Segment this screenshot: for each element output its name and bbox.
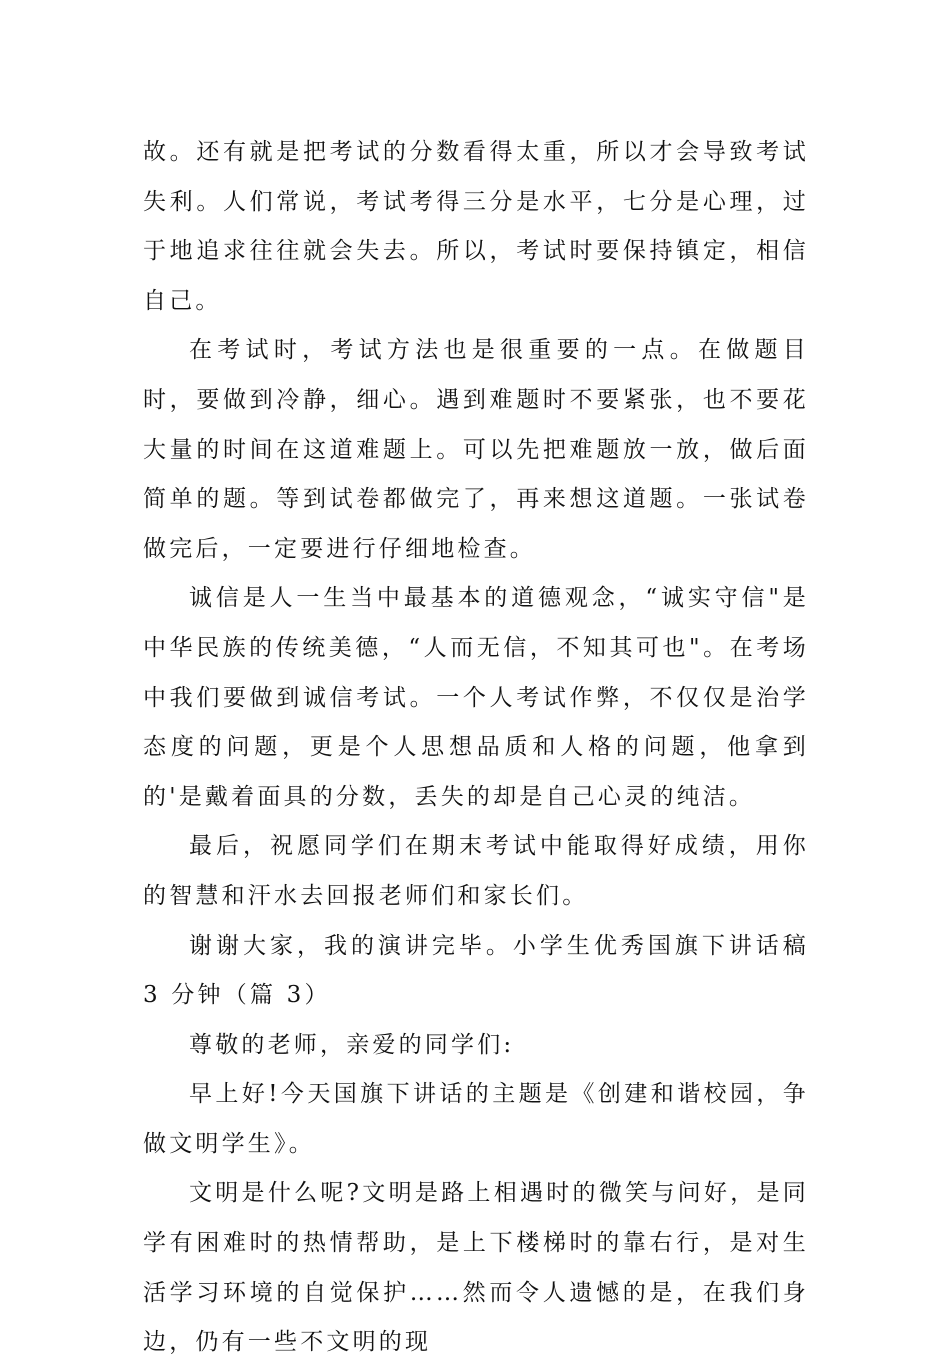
paragraph-1: 故。还有就是把考试的分数看得太重，所以才会导致考试失利。人们常说，考试考得三分是水平，七分是心理，过于地追求往往就会失去。所以，考试时要保持镇定，相信自己。 bbox=[143, 139, 809, 314]
paragraph-4: 最后，祝愿同学们在期末考试中能取得好成绩，用你的智慧和汗水去回报老师们和家长们。 bbox=[143, 833, 809, 909]
paragraph-3: 诚信是人一生当中最基本的道德观念，“诚实守信"是中华民族的传统美德，“人而无信，不知其可也"。在考场中我们要做到诚信考试。一个人考试作弊，不仅仅是治学态度的问题，更是个人思想品质和人格的问题，他拿到的'是戴着面具的分数，丢失的却是自己心灵的纯洁。 bbox=[143, 585, 809, 810]
paragraph-7: 早上好!今天国旗下讲话的主题是《创建和谐校园，争做文明学生》。 bbox=[143, 1081, 809, 1157]
paragraph-5: 谢谢大家，我的演讲完毕。小学生优秀国旗下讲话稿 3 分钟（篇 3） bbox=[143, 932, 809, 1009]
paragraph-6: 尊敬的老师，亲爱的同学们: bbox=[189, 1031, 515, 1058]
document-body bbox=[143, 128, 809, 1368]
paragraph-8: 文明是什么呢?文明是路上相遇时的微笑与问好，是同学有困难时的热情帮助，是上下楼梯时的靠右行，是对生活学习环境的自觉保护……然而令人遗憾的是，在我们身边，仍有一些不文明的现 bbox=[143, 1180, 809, 1356]
paragraph-2: 在考试时，考试方法也是很重要的一点。在做题目时，要做到冷静，细心。遇到难题时不要紧张，也不要花大量的时间在这道难题上。可以先把难题放一放，做后面简单的题。等到试卷都做完了，再来想这道题。一张试卷做完后，一定要进行仔细地检查。 bbox=[143, 337, 809, 562]
